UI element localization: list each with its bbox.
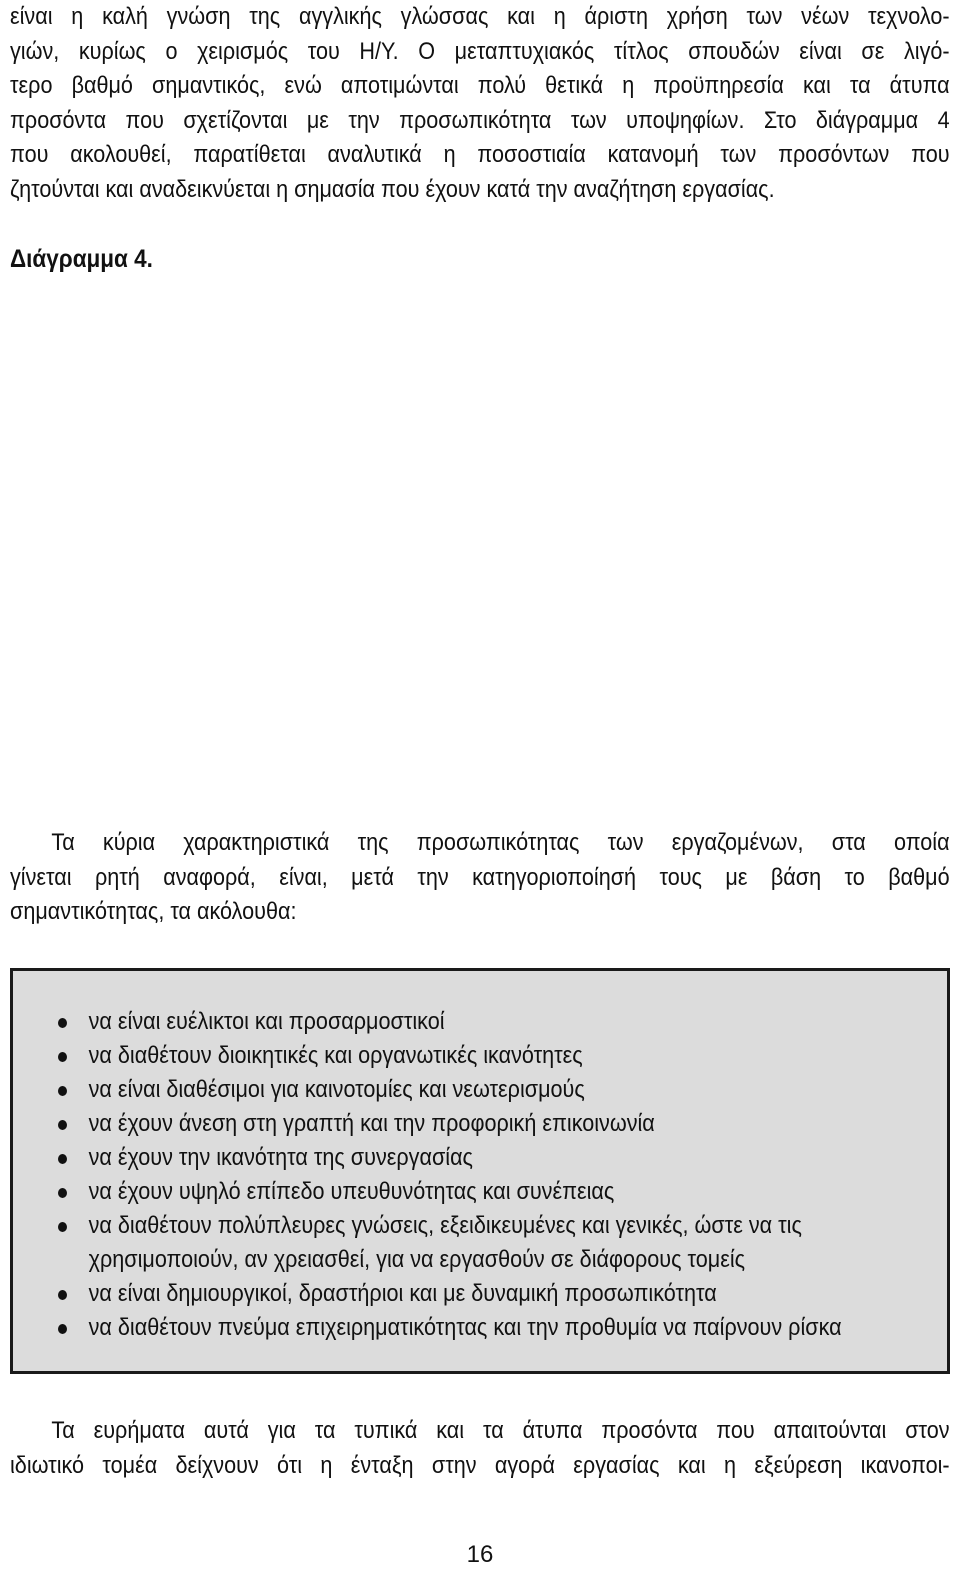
bullet-icon (58, 1324, 67, 1334)
findings-paragraph (10, 1414, 950, 1483)
qualities-box (10, 968, 950, 1374)
bullet-icon (58, 1222, 67, 1232)
diagram-heading: Διάγραμμα 4. (10, 245, 153, 273)
paragraph-line: Τα ευρήματα αυτά για τα τυπικά και τα άτυπα προσόντα που απαιτούνται στον (51, 1417, 950, 1444)
paragraph-line: τερο βαθμό σημαντικός, ενώ αποτιμώνται πολύ θετικά η προϋπηρεσία και τα άτυπα (10, 72, 950, 99)
qualities-list (13, 1005, 940, 1345)
list-item (13, 1311, 940, 1345)
list-item-text: να έχουν άνεση στη γραπτή και την προφορική επικοινωνία (88, 1110, 655, 1137)
paragraph-line: γίνεται ρητή αναφορά, είναι, μετά την κατηγοριοποίησή τους με βάση το βαθμό (10, 863, 950, 891)
paragraph-line: γιών, κυρίως ο χειρισμός του Η/Υ. Ο μεταπτυχιακός τίτλος σπουδών είναι σε λιγό- (10, 37, 950, 65)
list-item-text: να διαθέτουν πολύπλευρες γνώσεις, εξειδικευμένες και γενικές, ώστε να τις χρησιμοποιούν, αν χρειασθεί, για να εργασθούν σε διάφορους τομείς (88, 1212, 802, 1273)
list-item (13, 1005, 940, 1039)
list-item (13, 1209, 940, 1277)
paragraph-line: ιδιωτικό τομέα δείχνουν ότι η ένταξη στην αγορά εργασίας και η εξεύρεση ικανοποι- (10, 1451, 950, 1479)
list-item-text: να διαθέτουν διοικητικές και οργανωτικές ικανότητες (88, 1042, 583, 1069)
paragraph-line: ζητούνται και αναδεικνύεται η σημασία που έχουν κατά την αναζήτηση εργασίας. (10, 175, 775, 203)
personality-paragraph (10, 826, 950, 930)
list-item-text: να είναι διαθέσιμοι για καινοτομίες και νεωτερισμούς (88, 1076, 585, 1103)
list-item-text: να είναι ευέλικτοι και προσαρμοστικοί (88, 1008, 445, 1035)
list-item-text: να διαθέτουν πνεύμα επιχειρηματικότητας και την προθυμία να παίρνουν ρίσκα (88, 1314, 842, 1341)
list-item (13, 1141, 940, 1175)
bullet-icon (58, 1290, 67, 1300)
diagram-area (10, 290, 950, 810)
list-item-text: να είναι δημιουργικοί, δραστήριοι και με δυναμική προσωπικότητα (88, 1280, 717, 1307)
list-item (13, 1107, 940, 1141)
bullet-icon (58, 1086, 67, 1096)
list-item (13, 1039, 940, 1073)
list-item (13, 1073, 940, 1107)
list-item-text: να έχουν την ικανότητα της συνεργασίας (88, 1144, 473, 1171)
page-number: 16 (466, 1541, 494, 1568)
paragraph-line: σημαντικότητας, τα ακόλουθα: (10, 898, 297, 925)
bullet-icon (58, 1154, 67, 1164)
paragraph-line: Τα κύρια χαρακτηριστικά της προσωπικότητας των εργαζομένων, στα οποία (51, 829, 950, 856)
intro-paragraph (10, 0, 950, 207)
list-item-text: να έχουν υψηλό επίπεδο υπευθυνότητας και συνέπειας (88, 1178, 615, 1205)
paragraph-line: είναι η καλή γνώση της αγγλικής γλώσσας και η άριστη χρήση των νέων τεχνολο- (10, 3, 950, 30)
bullet-icon (58, 1188, 67, 1198)
bullet-icon (58, 1052, 67, 1062)
paragraph-line: που ακολουθεί, παρατίθεται αναλυτικά η ποσοστιαία κατανομή των προσόντων που (10, 141, 950, 168)
list-item (13, 1175, 940, 1209)
bullet-icon (58, 1120, 67, 1130)
paragraph-line: προσόντα που σχετίζονται με την προσωπικότητα των υποψηφίων. Στο διάγραμμα 4 (10, 106, 950, 134)
list-item (13, 1277, 940, 1311)
bullet-icon (58, 1018, 67, 1028)
